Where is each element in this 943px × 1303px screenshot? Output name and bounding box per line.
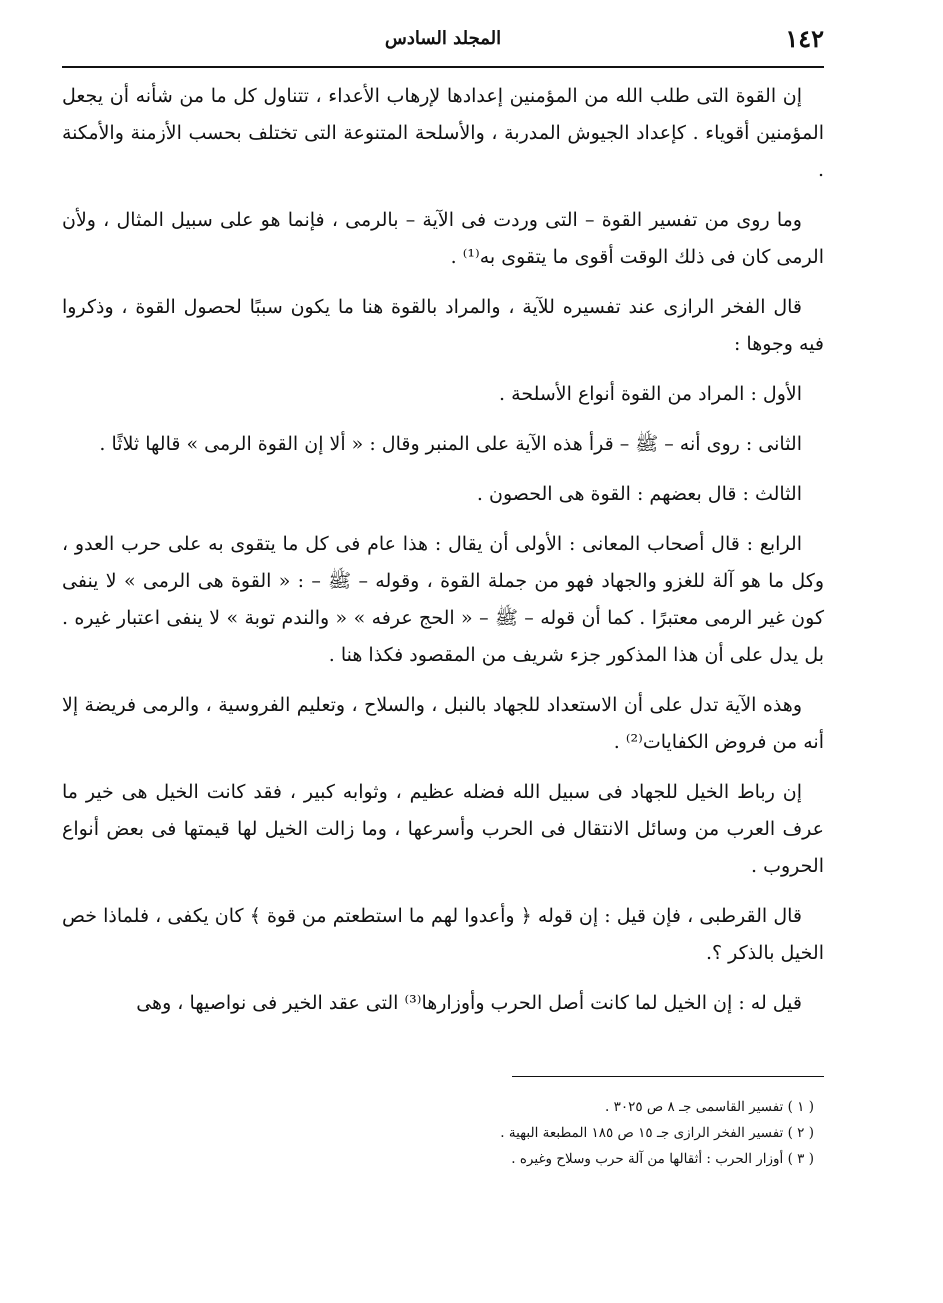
paragraph: قال الفخر الرازى عند تفسيره للآية ، والمراد بالقوة هنا ما يكون سببًا لحصول القوة ، وذكروا فيه وجوها : (62, 296, 824, 355)
paragraph: قيل له : إن الخيل لما كانت أصل الحرب وأوزارها⁽³⁾ التى عقد الخير فى نواصيها ، وهى (136, 992, 802, 1014)
footnote-divider (512, 1076, 824, 1077)
footnote: ( ٣ ) أوزار الحرب : أثقالها من آلة حرب وسلاح وغيره . (511, 1151, 814, 1167)
paragraph: الثالث : قال بعضهم : القوة هى الحصون . (476, 483, 802, 505)
paragraph: الأول : المراد من القوة أنواع الأسلحة . (499, 383, 802, 405)
footnotes (62, 1094, 814, 1172)
body-text (62, 78, 824, 1035)
paragraph: قال القرطبى ، فإن قيل : إن قوله ﴿ وأعدوا لهم ما استطعتم من قوة ﴾ كان يكفى ، فلماذا خص الخيل بالذكر ؟. (62, 905, 824, 964)
paragraph: وما روى من تفسير القوة – التى وردت فى الآية – بالرمى ، فإنما هو على سبيل المثال ، ولأن الرمى كان فى ذلك الوقت أقوى ما يتقوى به⁽¹⁾ . (62, 209, 824, 268)
footnote: ( ٢ ) تفسير الفخر الرازى جـ ١٥ ص ١٨٥ المطبعة البهية . (500, 1125, 814, 1141)
paragraph: الثانى : روى أنه – ﷺ – قرأ هذه الآية على المنبر وقال : « ألا إن القوة الرمى » قالها ثلاثًا . (99, 433, 802, 455)
paragraph: وهذه الآية تدل على أن الاستعداد للجهاد بالنبل ، والسلاح ، وتعليم الفروسية ، والرمى فريضة إلا أنه من فروض الكفايات⁽²⁾ . (62, 694, 824, 753)
paragraph: الرابع : قال أصحاب المعانى : الأولى أن يقال : هذا عام فى كل ما يتقوى به على حرب العدو ، وكل ما هو آلة للغزو والجهاد فهو من جملة القوة ، وقوله – ﷺ – : « القوة هى الرمى » لا ينفى كون غير الرمى معتبرًا . كما أن قوله – ﷺ – « الحج عرفه » « والندم توبة » لا ينفى اعتبار غيره . بل يدل على أن هذا المذكور جزء شريف من المقصود فكذا هنا . (62, 533, 824, 666)
header-divider (62, 66, 824, 68)
paragraph: إن القوة التى طلب الله من المؤمنين إعدادها لإرهاب الأعداء ، تتناول كل ما من شأنه أن يجعل المؤمنين أقوياء . كإعداد الجيوش المدربة ، والأسلحة المتنوعة التى تختلف بحسب الأزمنة والأمكنة . (62, 85, 824, 181)
paragraph: إن رباط الخيل للجهاد فى سبيل الله فضله عظيم ، وثوابه كبير ، فقد كانت الخيل هى خير ما عرف العرب من وسائل الانتقال فى الحرب وأسرعها ، وما زالت الخيل لها قيمتها فى بعض أنواع الحروب . (62, 781, 824, 877)
footnote: ( ١ ) تفسير القاسمى جـ ٨ ص ٣٠٢٥ . (605, 1099, 814, 1115)
page-number: ١٤٢ (785, 24, 824, 53)
running-title: المجلد السادس (384, 28, 502, 49)
page-header (62, 20, 824, 60)
book-page (62, 0, 824, 1303)
